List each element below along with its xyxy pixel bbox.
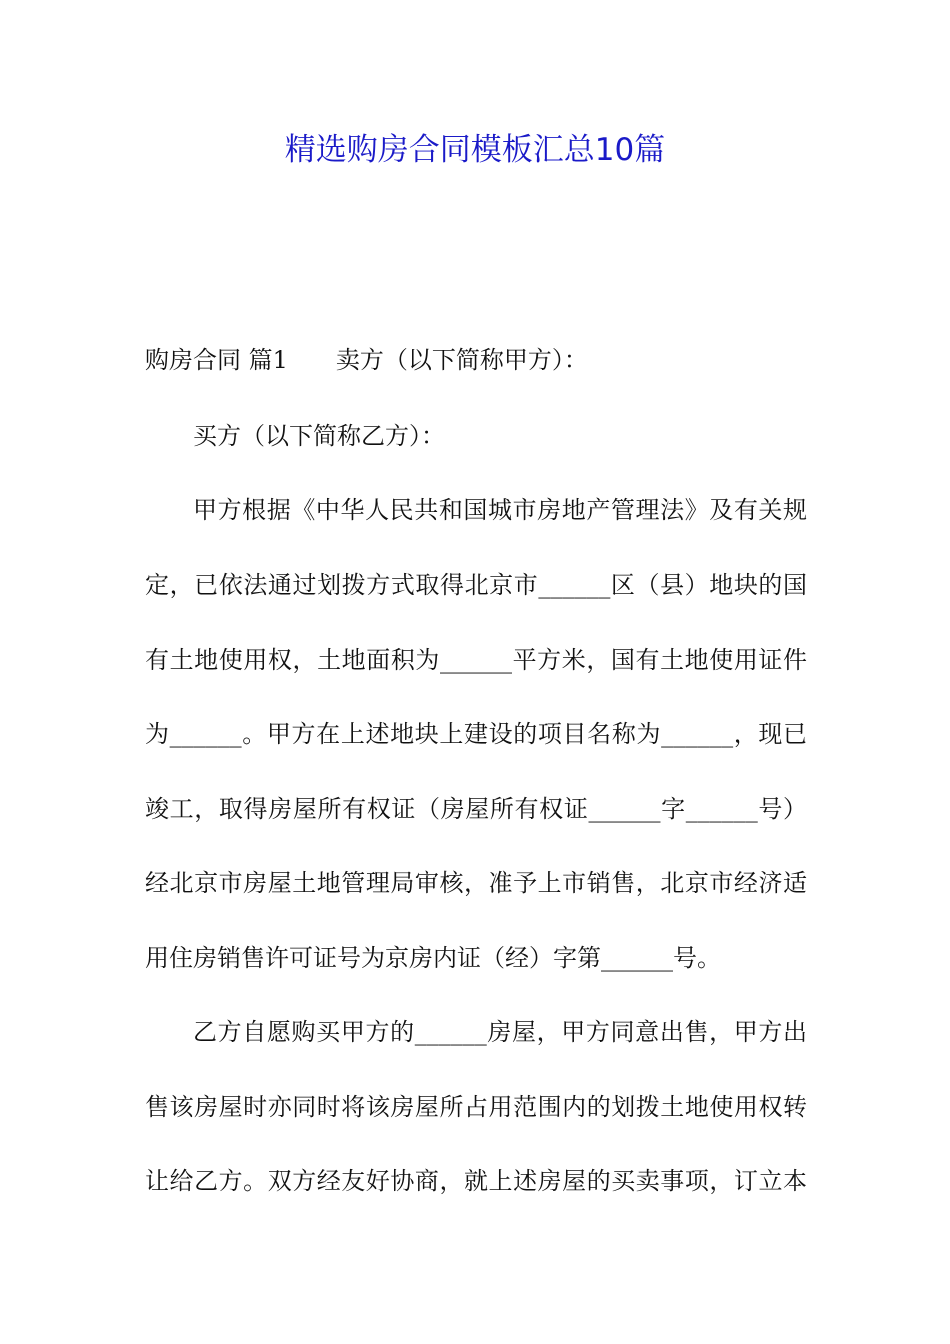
body-line-11: 售该房屋时亦同时将该房屋所占用范围内的划拨土地使用权转 [145,1093,807,1121]
body-line-12: 让给乙方。双方经友好协商，就上述房屋的买卖事项，订立本 [145,1167,807,1195]
body-line-6: 为______。甲方在上述地块上建设的项目名称为______，现已 [145,720,807,748]
body-line-1: 购房合同 篇1 卖方（以下简称甲方）： [145,346,588,374]
body-line-9: 用住房销售许可证号为京房内证（经）字第______号。 [145,944,721,972]
body-line-5: 有土地使用权，土地面积为______平方米，国有土地使用证件 [145,646,807,674]
body-line-7: 竣工，取得房屋所有权证（房屋所有权证______字______号） [145,795,807,823]
body-line-8: 经北京市房屋土地管理局审核，准予上市销售，北京市经济适 [145,869,807,897]
body-line-3: 甲方根据《中华人民共和国城市房地产管理法》及有关规 [193,496,807,524]
document-title: 精选购房合同模板汇总10篇 [284,132,666,168]
body-line-2: 买方（以下简称乙方）： [193,422,445,450]
body-line-10: 乙方自愿购买甲方的______房屋，甲方同意出售，甲方出 [193,1018,807,1046]
body-line-4: 定，已依法通过划拨方式取得北京市______区（县）地块的国 [145,571,807,599]
